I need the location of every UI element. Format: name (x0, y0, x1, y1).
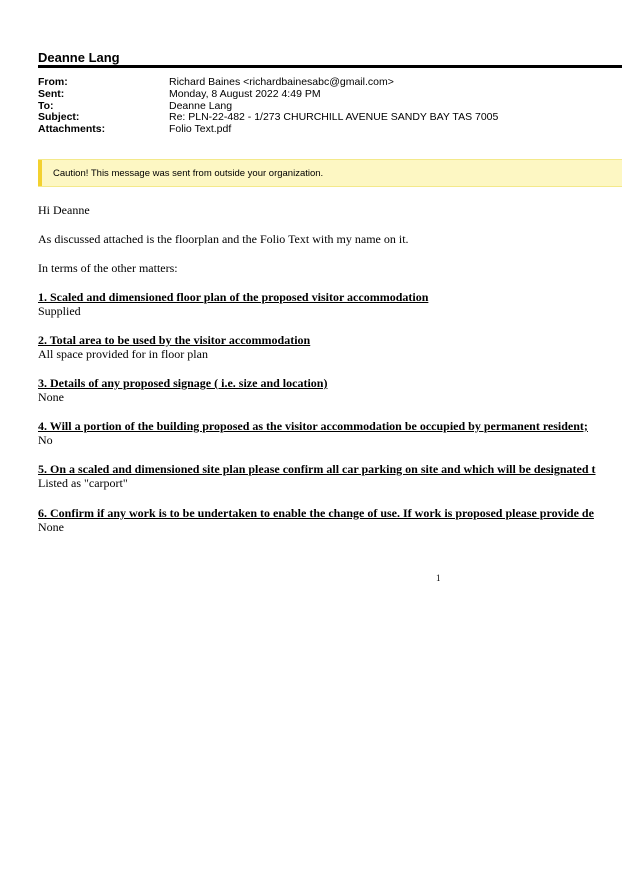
from-label: From: (38, 76, 68, 88)
header-divider (38, 65, 622, 68)
subject-value: Re: PLN-22-482 - 1/273 CHURCHILL AVENUE SANDY BAY TAS 7005 (169, 111, 499, 124)
answer-2: All space provided for in floor plan (38, 347, 208, 361)
intro-paragraph: As discussed attached is the floorplan and the Folio Text with my name on it. (38, 232, 409, 246)
subject-label: Subject: (38, 111, 80, 124)
question-5: 5. On a scaled and dimensioned site plan please confirm all car parking on site and which will be designated t (38, 462, 596, 476)
answer-1: Supplied (38, 304, 81, 318)
answer-6: None (38, 520, 64, 534)
question-3: 3. Details of any proposed signage ( i.e. size and location) (38, 376, 328, 390)
question-4: 4. Will a portion of the building proposed as the visitor accommodation be occupied by permanent resident; (38, 419, 588, 433)
sent-row (38, 89, 498, 101)
to-label: To: (38, 99, 54, 112)
question-2: 2. Total area to be used by the visitor accommodation (38, 333, 311, 347)
caution-message: Caution! This message was sent from outside your organization. (53, 168, 324, 179)
external-sender-banner (38, 159, 622, 187)
to-value: Deanne Lang (169, 99, 233, 112)
sent-value: Monday, 8 August 2022 4:49 PM (169, 87, 321, 100)
email-header-block (38, 77, 498, 136)
subject-row (38, 112, 498, 124)
greeting: Hi Deanne (38, 203, 90, 217)
answer-4: No (38, 433, 53, 447)
mailbox-owner-name: Deanne Lang (38, 50, 120, 65)
lead-paragraph: In terms of the other matters: (38, 261, 178, 275)
page-number: 1 (436, 573, 441, 583)
sent-label: Sent: (38, 87, 65, 100)
from-value: Richard Baines <richardbainesabc@gmail.com> (169, 76, 394, 88)
banner-accent-bar (38, 160, 42, 186)
attachment-file[interactable]: Folio Text.pdf (169, 123, 232, 136)
answer-3: None (38, 390, 64, 404)
attachments-label: Attachments: (38, 123, 106, 136)
attachments-row (38, 124, 498, 136)
question-1: 1. Scaled and dimensioned floor plan of the proposed visitor accommodation (38, 290, 429, 304)
answer-5: Listed as "carport" (38, 476, 128, 490)
question-6: 6. Confirm if any work is to be undertaken to enable the change of use. If work is proposed please provide de (38, 506, 594, 520)
